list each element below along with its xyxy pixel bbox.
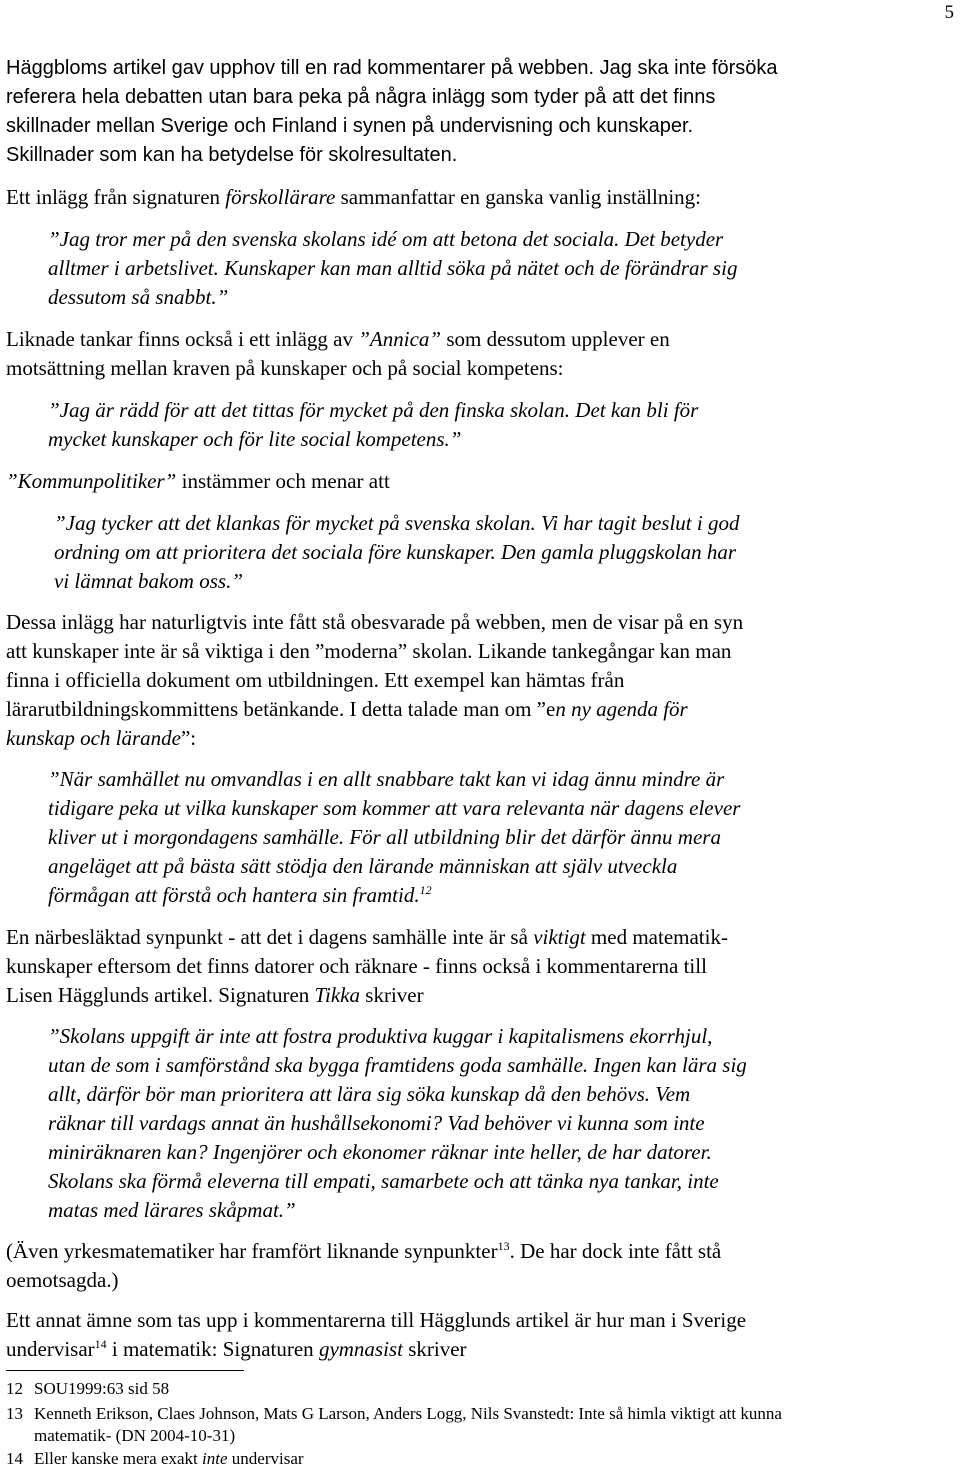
quote-line: utan de som i samförstånd ska bygga framtidens goda samhälle. Ingen kan lära sig [48,1053,747,1077]
quote-line: Skolans ska förmå eleverna till empati, samarbete och att tänka nya tankar, inte [48,1169,719,1193]
quote-line: ”Skolans uppgift är inte att fostra produktiva kuggar i kapitalismens ekorrhjul, [48,1024,713,1048]
text-run: skriver [402,1337,467,1361]
paragraph-line: motsättning mellan kraven på kunskaper och på social kompetens: [6,356,564,380]
text-run: inte [202,1449,228,1468]
text-run: En närbesläktad synpunkt - att det i dagens samhälle inte är så [6,925,534,949]
paragraph-line: Ett annat ämne som tas upp i kommentarerna till Hägglunds artikel är hur man i Sverige [6,1308,747,1332]
text-run: undervisar [227,1449,304,1468]
paragraph-line: finna i officiella dokument om utbildningen. Ett exempel kan hämtas från [6,668,625,692]
paragraph-line [6,923,728,951]
quote-line: mycket kunskaper och för lite social kompetens.” [48,427,462,451]
quote-line: matas med lärares skåpmat.” [48,1198,296,1222]
quote-line: miniräknaren kan? Ingenjörer och ekonomer räknar inte heller, de har datorer. [48,1140,712,1164]
footnote-number: 12 [6,1379,23,1398]
paragraph-line [6,1237,721,1265]
quote-line: ”Jag är rädd för att det tittas för mycket på den finska skolan. Det kan bli för [48,398,699,422]
paragraph-line: Skillnader som kan ha betydelse för skolresultaten. [6,144,458,166]
text-run: ”: [180,726,197,750]
paragraph-line: Dessa inlägg har naturligtvis inte fått stå obesvarade på webben, men de visar på en syn [6,610,744,634]
signature-name: Tikka [314,983,361,1007]
text-run: sammanfattar en ganska vanlig inställning: [335,185,701,209]
text-run: undervisar [6,1337,95,1361]
text-run: n ny agenda för [555,697,688,721]
footnote-text [34,1448,304,1470]
paragraph-line: skillnader mellan Sverige och Finland i synen på undervisning och kunskaper. [6,115,694,137]
paragraph-line [6,724,196,752]
quote-line [48,881,432,909]
quote-line: ”Jag tycker att det klankas för mycket på svenska skolan. Vi har tagit beslut i god [54,511,740,535]
text-run: (Även yrkesmatematiker har framfört liknande synpunkter [6,1239,498,1263]
paragraph-line [6,183,701,211]
quote-line: angeläget att på bästa sätt stödja den lärande människan att själv utveckla [48,854,678,878]
text-run: skriver [360,983,424,1007]
footnote-number: 13 [6,1404,23,1423]
footnote-ref: 13 [497,1239,510,1253]
quote-line: vi lämnat bakom oss.” [54,569,243,593]
text-run: viktigt [533,925,586,949]
quote-line: ordning om att prioritera det sociala före kunskaper. Den gamla pluggskolan har [54,540,737,564]
signature-name: gymnasist [318,1337,403,1361]
quote-line: allt, därför bör man prioritera att lära sig söka kunskap då den behövs. Vem [48,1082,691,1106]
paragraph-line [6,1335,467,1363]
footnote-text: Kenneth Erikson, Claes Johnson, Mats G Larson, Anders Logg, Nils Svanstedt: Inte så himla viktigt att kunna [34,1404,782,1423]
footnote-number: 14 [6,1449,23,1468]
text-run: Lisen Hägglunds artikel. Signaturen [6,983,315,1007]
signature-name: ”Annica” [358,327,442,351]
text-run: Liknade tankar finns också i ett inlägg av [6,327,359,351]
quote-line: ”Jag tror mer på den svenska skolans idé om att betona det sociala. Det betyder [48,227,724,251]
paragraph-line: referera hela debatten utan bara peka på några inlägg som tyder på att det finns [6,86,716,108]
paragraph-line [6,981,424,1009]
text-run: instämmer och menar att [176,469,390,493]
text-run: med matematik- [585,925,728,949]
paragraph-line: att kunskaper inte är så viktiga i den ”moderna” skolan. Likande tankegångar kan man [6,639,732,663]
text-run: förmågan att förstå och hantera sin framtid. [48,883,420,907]
quote-line: alltmer i arbetslivet. Kunskaper kan man alltid söka på nätet och de förändrar sig [48,256,738,280]
text-run: i matematik: Signaturen [106,1337,319,1361]
quote-line: tidigare peka ut vilka kunskaper som kommer att vara relevanta när dagens elever [48,796,741,820]
text-run: som dessutom upplever en [441,327,670,351]
footnote-ref: 12 [419,883,432,897]
paragraph-line [6,325,670,353]
text-run: lärarutbildningskommittens betänkande. I detta talade man om ”e [6,697,556,721]
signature-name: ”Kommunpolitiker” [6,469,177,493]
quote-line: kliver ut i morgondagens samhälle. För all utbildning blir det därför ännu mera [48,825,721,849]
quote-line: dessutom så snabbt.” [48,285,229,309]
page-number: 5 [944,2,954,23]
paragraph-line: oemotsagda.) [6,1268,119,1292]
footnote-text: matematik- (DN 2004-10-31) [34,1426,236,1445]
footnote-text: SOU1999:63 sid 58 [34,1379,170,1398]
text-run: . De har dock inte fått stå [509,1239,722,1263]
text-run: Eller kanske mera exakt [34,1449,203,1468]
signature-name: förskollärare [225,185,336,209]
text-run: kunskap och lärande [6,726,181,750]
quote-line: räknar till vardags annat än hushållsekonomi? Vad behöver vi kunna som inte [48,1111,705,1135]
footnote-separator [6,1370,244,1371]
paragraph-line: kunskaper eftersom det finns datorer och räknare - finns också i kommentarerna till [6,954,707,978]
footnote-ref: 14 [94,1337,107,1351]
text-run: Ett inlägg från signaturen [6,185,226,209]
paragraph-line: Häggbloms artikel gav upphov till en rad kommentarer på webben. Jag ska inte försöka [6,57,778,79]
paragraph-line [6,467,390,495]
quote-line: ”När samhället nu omvandlas i en allt snabbare takt kan vi idag ännu mindre är [48,767,725,791]
paragraph-line [6,695,688,723]
